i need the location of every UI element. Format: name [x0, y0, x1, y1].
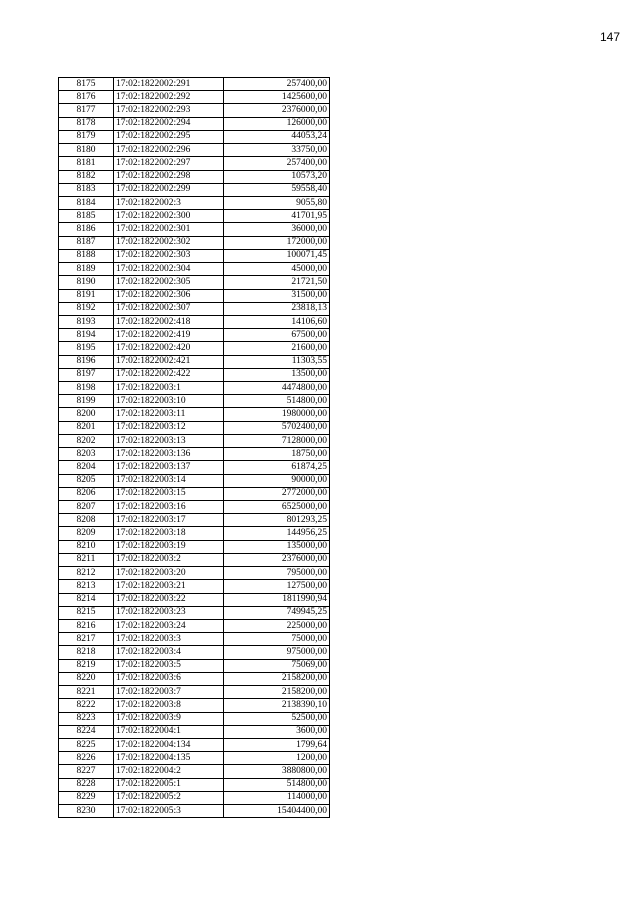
- page-number: 147: [599, 30, 620, 44]
- row-number-cell: 8178: [59, 117, 114, 130]
- table-row: [59, 712, 330, 725]
- cadastral-number-cell: 17:02:1822003:16: [114, 501, 224, 514]
- table-row: [59, 91, 330, 104]
- cadastral-value-cell: 36000,00: [224, 223, 330, 236]
- cadastral-value-cell: 61874,25: [224, 461, 330, 474]
- table-row: [59, 752, 330, 765]
- cadastral-value-cell: 90000,00: [224, 474, 330, 487]
- cadastral-number-cell: 17:02:1822003:13: [114, 434, 224, 447]
- table-row: [59, 289, 330, 302]
- cadastral-value-cell: 41701,95: [224, 210, 330, 223]
- row-number-cell: 8202: [59, 434, 114, 447]
- row-number-cell: 8225: [59, 738, 114, 751]
- cadastral-number-cell: 17:02:1822004:135: [114, 752, 224, 765]
- cadastral-number-cell: 17:02:1822002:292: [114, 91, 224, 104]
- row-number-cell: 8212: [59, 567, 114, 580]
- table-row: [59, 501, 330, 514]
- table-row: [59, 276, 330, 289]
- table-row: [59, 382, 330, 395]
- table-row: [59, 157, 330, 170]
- table-row: [59, 117, 330, 130]
- cadastral-value-cell: 514800,00: [224, 395, 330, 408]
- cadastral-number-cell: 17:02:1822002:307: [114, 302, 224, 315]
- cadastral-value-cell: 45000,00: [224, 263, 330, 276]
- cadastral-number-cell: 17:02:1822003:12: [114, 421, 224, 434]
- table-row: [59, 144, 330, 157]
- cadastral-value-cell: 1980000,00: [224, 408, 330, 421]
- cadastral-number-cell: 17:02:1822002:3: [114, 196, 224, 209]
- cadastral-number-cell: 17:02:1822002:296: [114, 144, 224, 157]
- row-number-cell: 8191: [59, 289, 114, 302]
- table-row: [59, 487, 330, 500]
- row-number-cell: 8207: [59, 501, 114, 514]
- cadastral-number-cell: 17:02:1822005:1: [114, 778, 224, 791]
- cadastral-number-cell: 17:02:1822002:306: [114, 289, 224, 302]
- cadastral-number-cell: 17:02:1822003:21: [114, 580, 224, 593]
- cadastral-value-cell: 15404400,00: [224, 805, 330, 818]
- row-number-cell: 8189: [59, 263, 114, 276]
- table-row: [59, 593, 330, 606]
- row-number-cell: 8211: [59, 553, 114, 566]
- cadastral-number-cell: 17:02:1822002:294: [114, 117, 224, 130]
- table-row: [59, 580, 330, 593]
- row-number-cell: 8220: [59, 672, 114, 685]
- cadastral-number-cell: 17:02:1822003:14: [114, 474, 224, 487]
- cadastral-value-cell: 23818,13: [224, 302, 330, 315]
- cadastral-number-cell: 17:02:1822002:303: [114, 249, 224, 262]
- table-row: [59, 686, 330, 699]
- cadastral-number-cell: 17:02:1822002:305: [114, 276, 224, 289]
- cadastral-value-cell: 2376000,00: [224, 104, 330, 117]
- row-number-cell: 8196: [59, 355, 114, 368]
- row-number-cell: 8229: [59, 791, 114, 804]
- cadastral-number-cell: 17:02:1822003:23: [114, 606, 224, 619]
- row-number-cell: 8206: [59, 487, 114, 500]
- cadastral-value-cell: 749945,25: [224, 606, 330, 619]
- cadastral-value-cell: 2158200,00: [224, 672, 330, 685]
- cadastral-value-cell: 75000,00: [224, 633, 330, 646]
- cadastral-value-cell: 3600,00: [224, 725, 330, 738]
- cadastral-value-cell: 144956,25: [224, 527, 330, 540]
- table-row: [59, 553, 330, 566]
- table-row: [59, 606, 330, 619]
- table-row: [59, 540, 330, 553]
- cadastral-value-cell: 126000,00: [224, 117, 330, 130]
- table-row: [59, 646, 330, 659]
- cadastral-value-cell: 5702400,00: [224, 421, 330, 434]
- cadastral-value-cell: 514800,00: [224, 778, 330, 791]
- table-row: [59, 302, 330, 315]
- cadastral-value-cell: 100071,45: [224, 249, 330, 262]
- table-row: [59, 223, 330, 236]
- cadastral-number-cell: 17:02:1822005:2: [114, 791, 224, 804]
- table-row: [59, 395, 330, 408]
- cadastral-number-cell: 17:02:1822002:419: [114, 329, 224, 342]
- cadastral-value-cell: 1425600,00: [224, 91, 330, 104]
- cadastral-number-cell: 17:02:1822003:7: [114, 686, 224, 699]
- cadastral-value-cell: 3880800,00: [224, 765, 330, 778]
- row-number-cell: 8188: [59, 249, 114, 262]
- cadastral-value-cell: 1811990,94: [224, 593, 330, 606]
- row-number-cell: 8201: [59, 421, 114, 434]
- cadastral-number-cell: 17:02:1822002:422: [114, 368, 224, 381]
- table-row: [59, 474, 330, 487]
- table-row: [59, 448, 330, 461]
- table-row: [59, 765, 330, 778]
- row-number-cell: 8218: [59, 646, 114, 659]
- cadastral-number-cell: 17:02:1822002:299: [114, 183, 224, 196]
- row-number-cell: 8180: [59, 144, 114, 157]
- row-number-cell: 8186: [59, 223, 114, 236]
- cadastral-number-cell: 17:02:1822002:421: [114, 355, 224, 368]
- row-number-cell: 8213: [59, 580, 114, 593]
- table-row: [59, 355, 330, 368]
- cadastral-number-cell: 17:02:1822003:2: [114, 553, 224, 566]
- table-row: [59, 699, 330, 712]
- cadastral-value-cell: 2376000,00: [224, 553, 330, 566]
- cadastral-number-cell: 17:02:1822002:301: [114, 223, 224, 236]
- table-row: [59, 805, 330, 818]
- cadastral-value-cell: 257400,00: [224, 78, 330, 91]
- cadastral-number-cell: 17:02:1822003:20: [114, 567, 224, 580]
- table-row: [59, 249, 330, 262]
- cadastral-number-cell: 17:02:1822003:5: [114, 659, 224, 672]
- cadastral-number-cell: 17:02:1822003:1: [114, 382, 224, 395]
- cadastral-value-cell: 225000,00: [224, 619, 330, 632]
- row-number-cell: 8214: [59, 593, 114, 606]
- cadastral-value-cell: 31500,00: [224, 289, 330, 302]
- row-number-cell: 8179: [59, 130, 114, 143]
- cadastral-number-cell: 17:02:1822003:15: [114, 487, 224, 500]
- cadastral-value-cell: 11303,55: [224, 355, 330, 368]
- cadastral-value-cell: 44053,24: [224, 130, 330, 143]
- table-row: [59, 315, 330, 328]
- cadastral-value-cell: 1799,64: [224, 738, 330, 751]
- cadastral-value-cell: 2138390,10: [224, 699, 330, 712]
- cadastral-value-cell: 52500,00: [224, 712, 330, 725]
- cadastral-value-cell: 14106,60: [224, 315, 330, 328]
- table-row: [59, 619, 330, 632]
- row-number-cell: 8216: [59, 619, 114, 632]
- table-body: [59, 78, 330, 818]
- cadastral-value-cell: 801293,25: [224, 514, 330, 527]
- row-number-cell: 8222: [59, 699, 114, 712]
- cadastral-number-cell: 17:02:1822002:295: [114, 130, 224, 143]
- row-number-cell: 8181: [59, 157, 114, 170]
- table-row: [59, 78, 330, 91]
- cadastral-number-cell: 17:02:1822003:136: [114, 448, 224, 461]
- row-number-cell: 8224: [59, 725, 114, 738]
- row-number-cell: 8204: [59, 461, 114, 474]
- row-number-cell: 8185: [59, 210, 114, 223]
- row-number-cell: 8176: [59, 91, 114, 104]
- cadastral-number-cell: 17:02:1822002:291: [114, 78, 224, 91]
- table-row: [59, 672, 330, 685]
- cadastral-number-cell: 17:02:1822003:8: [114, 699, 224, 712]
- cadastral-number-cell: 17:02:1822003:9: [114, 712, 224, 725]
- cadastral-value-cell: 13500,00: [224, 368, 330, 381]
- row-number-cell: 8210: [59, 540, 114, 553]
- table-row: [59, 791, 330, 804]
- row-number-cell: 8182: [59, 170, 114, 183]
- row-number-cell: 8175: [59, 78, 114, 91]
- table-row: [59, 170, 330, 183]
- table-row: [59, 196, 330, 209]
- cadastral-number-cell: 17:02:1822003:19: [114, 540, 224, 553]
- row-number-cell: 8219: [59, 659, 114, 672]
- cadastral-value-cell: 127500,00: [224, 580, 330, 593]
- table-row: [59, 738, 330, 751]
- table-row: [59, 236, 330, 249]
- row-number-cell: 8209: [59, 527, 114, 540]
- row-number-cell: 8195: [59, 342, 114, 355]
- row-number-cell: 8187: [59, 236, 114, 249]
- cadastral-number-cell: 17:02:1822003:22: [114, 593, 224, 606]
- cadastral-number-cell: 17:02:1822002:293: [114, 104, 224, 117]
- row-number-cell: 8226: [59, 752, 114, 765]
- cadastral-number-cell: 17:02:1822002:302: [114, 236, 224, 249]
- cadastral-number-cell: 17:02:1822003:17: [114, 514, 224, 527]
- table-row: [59, 434, 330, 447]
- table-row: [59, 368, 330, 381]
- cadastral-number-cell: 17:02:1822003:11: [114, 408, 224, 421]
- cadastral-value-cell: 67500,00: [224, 329, 330, 342]
- table-row: [59, 342, 330, 355]
- table-row: [59, 183, 330, 196]
- cadastral-value-cell: 10573,20: [224, 170, 330, 183]
- row-number-cell: 8217: [59, 633, 114, 646]
- table-row: [59, 778, 330, 791]
- row-number-cell: 8221: [59, 686, 114, 699]
- row-number-cell: 8194: [59, 329, 114, 342]
- row-number-cell: 8223: [59, 712, 114, 725]
- cadastral-number-cell: 17:02:1822002:420: [114, 342, 224, 355]
- cadastral-value-cell: 795000,00: [224, 567, 330, 580]
- cadastral-number-cell: 17:02:1822002:300: [114, 210, 224, 223]
- table-row: [59, 461, 330, 474]
- table-row: [59, 210, 330, 223]
- table-row: [59, 514, 330, 527]
- table-row: [59, 263, 330, 276]
- cadastral-value-cell: 21721,50: [224, 276, 330, 289]
- cadastral-value-cell: 18750,00: [224, 448, 330, 461]
- cadastral-value-cell: 2158200,00: [224, 686, 330, 699]
- cadastral-value-cell: 6525000,00: [224, 501, 330, 514]
- table-row: [59, 329, 330, 342]
- cadastral-value-cell: 257400,00: [224, 157, 330, 170]
- row-number-cell: 8184: [59, 196, 114, 209]
- cadastral-value-cell: 21600,00: [224, 342, 330, 355]
- row-number-cell: 8228: [59, 778, 114, 791]
- table-row: [59, 725, 330, 738]
- cadastral-number-cell: 17:02:1822003:137: [114, 461, 224, 474]
- row-number-cell: 8198: [59, 382, 114, 395]
- table-row: [59, 633, 330, 646]
- cadastral-number-cell: 17:02:1822003:6: [114, 672, 224, 685]
- row-number-cell: 8205: [59, 474, 114, 487]
- row-number-cell: 8203: [59, 448, 114, 461]
- row-number-cell: 8200: [59, 408, 114, 421]
- cadastral-number-cell: 17:02:1822005:3: [114, 805, 224, 818]
- table-row: [59, 659, 330, 672]
- row-number-cell: 8193: [59, 315, 114, 328]
- table-row: [59, 104, 330, 117]
- cadastral-number-cell: 17:02:1822002:298: [114, 170, 224, 183]
- table-row: [59, 527, 330, 540]
- cadastral-number-cell: 17:02:1822003:18: [114, 527, 224, 540]
- row-number-cell: 8177: [59, 104, 114, 117]
- row-number-cell: 8190: [59, 276, 114, 289]
- row-number-cell: 8197: [59, 368, 114, 381]
- row-number-cell: 8227: [59, 765, 114, 778]
- cadastral-number-cell: 17:02:1822002:418: [114, 315, 224, 328]
- cadastral-value-cell: 1200,00: [224, 752, 330, 765]
- cadastral-values-table: [58, 77, 330, 818]
- table-row: [59, 130, 330, 143]
- cadastral-value-cell: 33750,00: [224, 144, 330, 157]
- cadastral-value-cell: 172000,00: [224, 236, 330, 249]
- cadastral-number-cell: 17:02:1822003:24: [114, 619, 224, 632]
- cadastral-value-cell: 975000,00: [224, 646, 330, 659]
- cadastral-number-cell: 17:02:1822004:134: [114, 738, 224, 751]
- cadastral-value-cell: 2772000,00: [224, 487, 330, 500]
- cadastral-value-cell: 114000,00: [224, 791, 330, 804]
- cadastral-number-cell: 17:02:1822002:304: [114, 263, 224, 276]
- cadastral-value-cell: 75069,00: [224, 659, 330, 672]
- cadastral-number-cell: 17:02:1822003:10: [114, 395, 224, 408]
- row-number-cell: 8208: [59, 514, 114, 527]
- cadastral-value-cell: 7128000,00: [224, 434, 330, 447]
- cadastral-number-cell: 17:02:1822002:297: [114, 157, 224, 170]
- table-row: [59, 408, 330, 421]
- cadastral-number-cell: 17:02:1822003:3: [114, 633, 224, 646]
- cadastral-number-cell: 17:02:1822003:4: [114, 646, 224, 659]
- cadastral-value-cell: 135000,00: [224, 540, 330, 553]
- row-number-cell: 8199: [59, 395, 114, 408]
- cadastral-value-cell: 9055,80: [224, 196, 330, 209]
- row-number-cell: 8183: [59, 183, 114, 196]
- row-number-cell: 8215: [59, 606, 114, 619]
- cadastral-number-cell: 17:02:1822004:1: [114, 725, 224, 738]
- row-number-cell: 8192: [59, 302, 114, 315]
- cadastral-value-cell: 59558,40: [224, 183, 330, 196]
- cadastral-number-cell: 17:02:1822004:2: [114, 765, 224, 778]
- cadastral-value-cell: 4474800,00: [224, 382, 330, 395]
- table-row: [59, 421, 330, 434]
- table-row: [59, 567, 330, 580]
- row-number-cell: 8230: [59, 805, 114, 818]
